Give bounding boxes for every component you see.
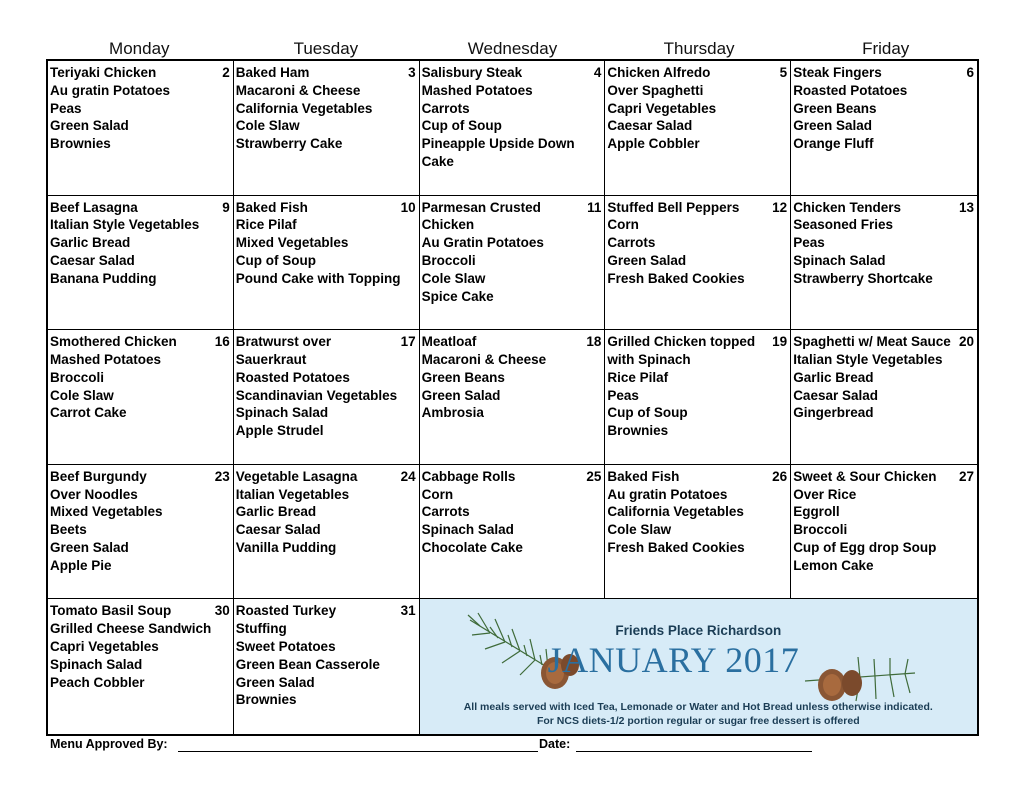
menu-item: Strawberry Shortcake xyxy=(793,270,933,286)
menu-item: Over Spaghetti xyxy=(607,82,704,98)
menu-item: Cup of Soup xyxy=(235,252,317,268)
menu-item: Green Beans xyxy=(421,369,505,385)
day-cell xyxy=(420,61,606,196)
menu-item: Beef Burgundy xyxy=(50,468,147,484)
day-number: 4 xyxy=(593,65,602,80)
menu-item: Fresh Baked Cookies xyxy=(607,539,745,555)
month-banner xyxy=(420,599,977,734)
menu-item: Green Salad xyxy=(607,252,687,268)
menu-item: Baked Fish xyxy=(607,468,680,484)
menu-item: California Vegetables xyxy=(235,100,373,116)
menu-item: Garlic Bread xyxy=(50,235,131,251)
day-cell xyxy=(420,465,606,600)
menu-item: Mixed Vegetables xyxy=(50,504,163,520)
menu-item: Garlic Bread xyxy=(235,504,317,520)
date-line xyxy=(576,751,812,752)
day-cell xyxy=(48,61,234,196)
month-title: JANUARY 2017 xyxy=(547,640,800,681)
day-number: 30 xyxy=(214,603,230,619)
day-number: 27 xyxy=(958,468,974,484)
menu-item: Pineapple Upside Down xyxy=(421,136,575,152)
menu-item: with Spinach xyxy=(607,351,691,367)
menu-item: Bratwurst over xyxy=(235,334,332,350)
menu-item: Capri Vegetables xyxy=(50,638,159,654)
day-cell xyxy=(791,196,977,331)
menu-item: Spaghetti w/ Meat Sauce xyxy=(793,334,951,350)
menu-item: Mashed Potatoes xyxy=(421,82,533,98)
menu-item: Peas xyxy=(50,100,82,116)
day-number: 9 xyxy=(222,199,230,215)
menu-item: Spinach Salad xyxy=(793,252,886,268)
menu-item: Carrots xyxy=(421,100,470,116)
menu-item: Sauerkraut xyxy=(235,351,307,367)
day-number: 12 xyxy=(772,199,788,215)
menu-item: Italian Style Vegetables xyxy=(50,217,200,233)
day-number: 3 xyxy=(408,65,416,80)
menu-items xyxy=(607,468,790,557)
menu-item: Strawberry Cake xyxy=(235,136,343,152)
menu-item: Baked Fish xyxy=(235,199,308,215)
day-cell xyxy=(234,330,420,465)
menu-item: Banana Pudding xyxy=(50,270,157,286)
menu-calendar-grid xyxy=(46,59,979,736)
menu-item: Brownies xyxy=(50,136,111,152)
day-number: 11 xyxy=(587,199,602,215)
menu-item: Brownies xyxy=(235,692,297,708)
menu-item: Broccoli xyxy=(793,522,848,538)
menu-item: Corn xyxy=(607,217,639,233)
menu-item: Stuffing xyxy=(235,621,287,637)
menu-item: Chicken Tenders xyxy=(793,199,901,215)
day-number: 20 xyxy=(958,334,974,350)
day-cell xyxy=(791,330,977,465)
menu-item: Over Noodles xyxy=(50,486,138,502)
menu-item: Pound Cake with Topping xyxy=(235,270,401,286)
menu-items xyxy=(793,64,977,153)
approved-by-line xyxy=(178,751,538,752)
menu-item: Green Salad xyxy=(793,118,872,134)
menu-item: Vanilla Pudding xyxy=(235,539,337,555)
menu-item: Orange Fluff xyxy=(793,136,874,152)
menu-item: Beef Lasagna xyxy=(50,199,138,215)
menu-item: Steak Fingers xyxy=(793,65,882,80)
approval-footer xyxy=(50,737,980,753)
menu-item: Apple Cobbler xyxy=(607,136,700,152)
day-number: 16 xyxy=(214,334,230,350)
day-cell xyxy=(605,196,791,331)
menu-items xyxy=(422,333,605,422)
menu-item: Lemon Cake xyxy=(793,557,874,573)
menu-item: Caesar Salad xyxy=(793,387,878,403)
day-cell xyxy=(605,330,791,465)
menu-item: Apple Strudel xyxy=(235,423,324,439)
day-header-monday: Monday xyxy=(109,39,170,58)
day-headers xyxy=(46,38,979,59)
day-number: 25 xyxy=(586,468,602,484)
menu-item: Spinach Salad xyxy=(235,405,329,421)
menu-items xyxy=(607,64,790,153)
menu-item: Beets xyxy=(50,522,87,538)
day-number: 26 xyxy=(772,468,788,484)
menu-item: Peas xyxy=(793,235,825,251)
day-cell xyxy=(48,330,234,465)
menu-item: Au Gratin Potatoes xyxy=(421,235,544,251)
menu-item: Peach Cobbler xyxy=(50,674,145,690)
day-number: 17 xyxy=(400,334,416,350)
menu-item: Cake xyxy=(421,153,454,169)
menu-items xyxy=(422,468,605,557)
menu-items xyxy=(422,64,605,171)
menu-item: Cole Slaw xyxy=(421,270,486,286)
menu-item: Spinach Salad xyxy=(50,656,143,672)
menu-items xyxy=(50,333,233,422)
day-number: 6 xyxy=(966,65,974,80)
menu-item: Roasted Turkey xyxy=(235,603,337,619)
menu-items xyxy=(50,199,233,288)
day-number: 2 xyxy=(222,65,230,80)
menu-item: Peas xyxy=(607,387,639,403)
menu-item: Cole Slaw xyxy=(235,118,300,134)
menu-item: Au gratin Potatoes xyxy=(607,486,728,502)
menu-item: Cole Slaw xyxy=(607,522,672,538)
menu-item: Green Beans xyxy=(793,100,877,116)
menu-items xyxy=(236,468,419,557)
menu-items xyxy=(607,333,790,440)
day-cell xyxy=(48,196,234,331)
menu-item: Broccoli xyxy=(421,252,476,268)
menu-item: Roasted Potatoes xyxy=(235,369,350,385)
menu-item: Sweet Potatoes xyxy=(235,638,336,654)
menu-item: Green Salad xyxy=(50,118,129,134)
menu-item: Carrots xyxy=(421,504,470,520)
menu-items xyxy=(236,199,419,288)
day-header-thursday: Thursday xyxy=(663,39,735,58)
day-cell xyxy=(420,330,606,465)
menu-items xyxy=(236,333,419,440)
menu-item: Grilled Cheese Sandwich xyxy=(50,621,212,637)
menu-item: Stuffed Bell Peppers xyxy=(607,199,740,215)
menu-item: Fresh Baked Cookies xyxy=(607,270,745,286)
day-cell xyxy=(234,196,420,331)
menu-item: California Vegetables xyxy=(607,504,744,520)
day-cell xyxy=(234,599,420,734)
day-number: 31 xyxy=(400,603,416,619)
menu-items xyxy=(422,199,605,306)
menu-item: Tomato Basil Soup xyxy=(50,603,172,619)
menu-item: Gingerbread xyxy=(793,405,874,421)
day-number: 13 xyxy=(958,199,974,215)
menu-item: Scandinavian Vegetables xyxy=(235,387,398,403)
day-cell xyxy=(48,599,234,734)
menu-item: Spice Cake xyxy=(421,288,494,304)
menu-item: Baked Ham xyxy=(235,65,310,80)
menu-item: Vegetable Lasagna xyxy=(235,468,358,484)
day-cell xyxy=(420,196,606,331)
day-number: 19 xyxy=(772,334,788,350)
day-cell xyxy=(791,61,977,196)
menu-item: Green Salad xyxy=(421,387,501,403)
menu-item: Caesar Salad xyxy=(235,522,321,538)
day-header-friday: Friday xyxy=(862,39,910,58)
day-cell xyxy=(791,465,977,600)
menu-item: Caesar Salad xyxy=(607,118,693,134)
menu-item: Italian Vegetables xyxy=(235,486,350,502)
menu-item: Caesar Salad xyxy=(50,252,135,268)
menu-item: Carrots xyxy=(607,235,656,251)
menu-item: Seasoned Fries xyxy=(793,217,893,233)
menu-item: Cup of Soup xyxy=(421,118,502,134)
diet-note: For NCS diets-1/2 portion regular or sugar free dessert is offered xyxy=(536,715,860,728)
day-number: 10 xyxy=(400,199,416,215)
menu-item: Apple Pie xyxy=(50,557,112,573)
menu-item: Parmesan Crusted xyxy=(421,199,541,215)
menu-item: Chicken xyxy=(421,217,475,233)
menu-item: Sweet & Sour Chicken xyxy=(793,468,937,484)
beverage-note: All meals served with Iced Tea, Lemonade or Water and Hot Bread unless otherwise indicated. xyxy=(463,701,933,714)
menu-item: Italian Style Vegetables xyxy=(793,351,943,367)
menu-items xyxy=(50,64,233,153)
menu-item: Cole Slaw xyxy=(50,387,114,403)
menu-item: Green Salad xyxy=(50,539,129,555)
menu-item: Chocolate Cake xyxy=(421,539,523,555)
menu-items xyxy=(793,199,977,288)
menu-item: Au gratin Potatoes xyxy=(50,82,171,98)
menu-items xyxy=(607,199,790,288)
menu-item: Macaroni & Cheese xyxy=(421,351,547,367)
menu-item: Corn xyxy=(421,486,454,502)
menu-item: Salisbury Steak xyxy=(421,65,523,80)
menu-items xyxy=(793,333,977,422)
menu-item: Chicken Alfredo xyxy=(607,65,711,80)
menu-items xyxy=(793,468,977,575)
day-number: 23 xyxy=(214,468,230,484)
menu-item: Mixed Vegetables xyxy=(235,235,349,251)
menu-item: Spinach Salad xyxy=(421,522,514,538)
date-label: Date: xyxy=(539,737,571,751)
menu-item: Over Rice xyxy=(793,486,857,502)
menu-item: Rice Pilaf xyxy=(235,217,297,233)
menu-item: Grilled Chicken topped xyxy=(607,334,756,350)
menu-items xyxy=(236,64,419,153)
org-name: Friends Place Richardson xyxy=(615,623,782,639)
menu-item: Mashed Potatoes xyxy=(50,351,162,367)
menu-item: Roasted Potatoes xyxy=(793,82,908,98)
day-cell xyxy=(234,61,420,196)
menu-item: Green Bean Casserole xyxy=(235,656,380,672)
day-number: 18 xyxy=(586,334,602,350)
menu-item: Carrot Cake xyxy=(50,405,127,421)
menu-item: Capri Vegetables xyxy=(607,100,717,116)
menu-item: Smothered Chicken xyxy=(50,334,177,350)
menu-item: Meatloaf xyxy=(421,334,477,350)
day-cell xyxy=(605,61,791,196)
day-cell xyxy=(48,465,234,600)
menu-item: Ambrosia xyxy=(421,405,484,421)
day-cell xyxy=(234,465,420,600)
menu-items xyxy=(50,602,233,691)
day-header-tuesday: Tuesday xyxy=(293,39,359,58)
menu-item: Teriyaki Chicken xyxy=(50,65,157,80)
menu-item: Cabbage Rolls xyxy=(421,468,516,484)
menu-item: Brownies xyxy=(607,423,669,439)
menu-item: Garlic Bread xyxy=(793,369,874,385)
day-header-wednesday: Wednesday xyxy=(467,39,558,58)
approved-by-label: Menu Approved By: xyxy=(50,737,168,751)
day-number: 5 xyxy=(779,65,788,80)
menu-item: Green Salad xyxy=(235,674,315,690)
menu-item: Macaroni & Cheese xyxy=(235,82,361,98)
day-number: 24 xyxy=(400,468,416,484)
menu-item: Cup of Soup xyxy=(607,405,688,421)
menu-item: Cup of Egg drop Soup xyxy=(793,539,937,555)
menu-item: Broccoli xyxy=(50,369,105,385)
day-cell xyxy=(605,465,791,600)
menu-items xyxy=(236,602,419,709)
menu-item: Rice Pilaf xyxy=(607,369,669,385)
menu-items xyxy=(50,468,233,575)
menu-item: Eggroll xyxy=(793,504,840,520)
